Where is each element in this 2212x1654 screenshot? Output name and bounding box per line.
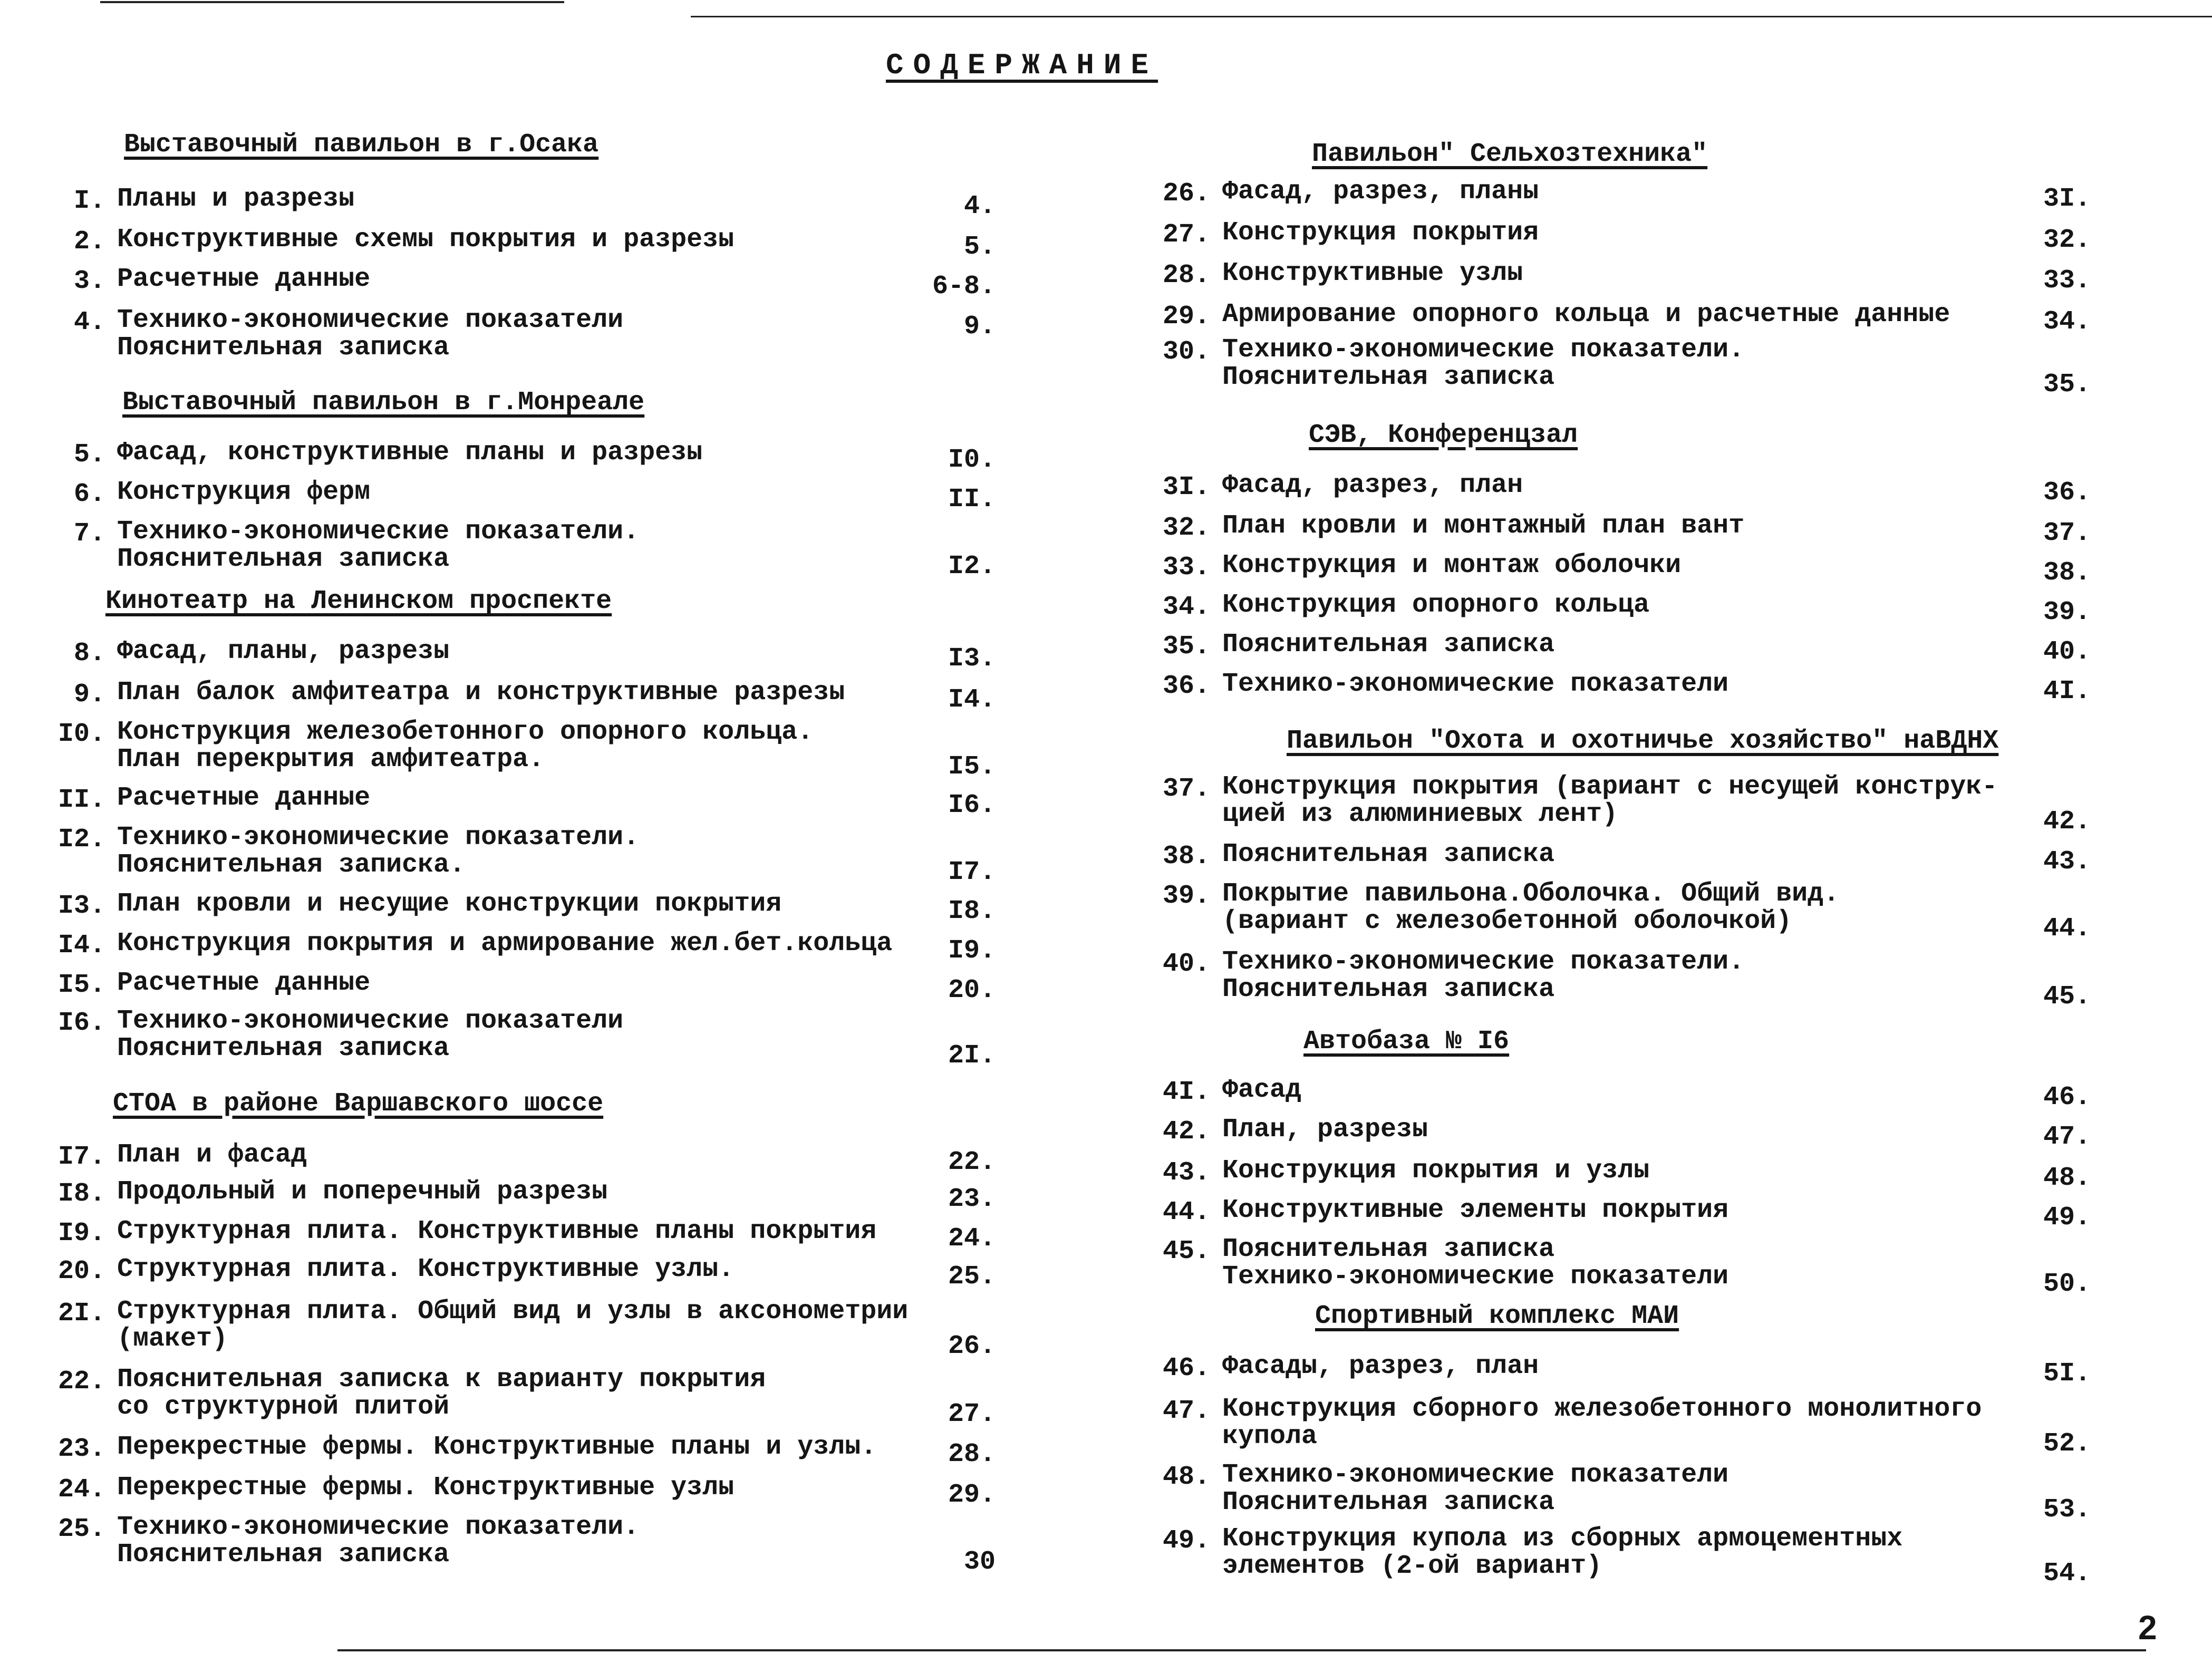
entry-title-line: План и фасад: [117, 1140, 307, 1171]
entry-title: [1222, 1077, 1301, 1104]
entry-title-line: Структурная плита. Конструктивные планы покрытия: [117, 1216, 877, 1246]
entry-page: 4I.: [2043, 676, 2091, 707]
section-heading: СТОА в районе Варшавского шоссе: [113, 1088, 604, 1119]
entry-title: [117, 719, 813, 773]
entry-title-line: Технико-экономические показатели: [1222, 1460, 1729, 1491]
entry-number: 30.: [1162, 336, 1210, 367]
entry-title-line: Пояснительная записка: [1222, 629, 1555, 660]
entry-page: 39.: [2043, 597, 2091, 627]
entry-title-line: План перекрытия амфитеатра.: [117, 744, 545, 775]
entry-title: [117, 1008, 623, 1062]
entry-page: 26.: [948, 1331, 996, 1362]
entry-title: [1222, 1236, 1728, 1291]
entry-title-line: Пояснительная записка: [117, 1033, 450, 1064]
entry-title-line: Технико-экономические показатели: [1222, 669, 1729, 699]
entry-title: [117, 1366, 766, 1421]
entry-title-line: Фасад, разрез, план: [1222, 470, 1523, 500]
entry-page: 23.: [948, 1184, 996, 1214]
entry-title: [1222, 671, 1728, 698]
entry-title-line: Перекрестные фермы. Конструктивные узлы: [117, 1473, 735, 1503]
entry-title-line: купола: [1222, 1421, 1318, 1452]
entry-number: 7.: [73, 518, 105, 549]
entry-title: [117, 1431, 877, 1462]
entry-number: 49.: [1162, 1525, 1210, 1556]
entry-title-line: цией из алюминиевых лент): [1222, 799, 1618, 829]
entry-title-line: План, разрезы: [1222, 1115, 1428, 1145]
entry-number: I3.: [57, 891, 105, 922]
entry-number: I6.: [57, 1008, 105, 1039]
entry-number: II.: [57, 785, 105, 816]
entry-title-line: План кровли и несущие конструкции покрытия: [117, 889, 782, 920]
entry-number: 43.: [1162, 1157, 1210, 1188]
entry-title: [117, 970, 370, 997]
entry-title-line: со структурной плитой: [117, 1391, 450, 1422]
entry-title-line: Конструкция железобетонного опорного кольца.: [117, 717, 814, 747]
entry-title-line: Пояснительная записка к варианту покрытия: [117, 1364, 766, 1395]
entry-title-line: Пояснительная записка: [1222, 974, 1555, 1004]
entry-title: [1222, 301, 1950, 328]
entry-page: 48.: [2043, 1163, 2091, 1193]
entry-number: 8.: [73, 639, 105, 669]
entry-page: 2I.: [948, 1041, 996, 1071]
entry-number: 35.: [1162, 631, 1210, 662]
entry-number: 26.: [1162, 179, 1210, 209]
entry-number: 25.: [57, 1514, 105, 1545]
entry-title-line: Конструктивные схемы покрытия и разрезы: [117, 225, 735, 255]
entry-title-line: (макет): [117, 1324, 228, 1355]
entry-page: I4.: [948, 684, 996, 715]
entry-title: [1222, 336, 1744, 391]
entry-title: [1222, 946, 1745, 1004]
entry-title-line: Конструкция ферм: [117, 477, 371, 507]
entry-number: I9.: [57, 1218, 105, 1249]
section-heading: Выставочный павильон в г.Монреале: [122, 388, 645, 418]
entry-title: [117, 891, 781, 918]
entry-number: 3I.: [1162, 472, 1210, 502]
entry-number: 9.: [73, 679, 105, 710]
entry-page: 32.: [2043, 225, 2091, 255]
entry-title: [117, 1514, 639, 1569]
entry-title: [1222, 1525, 1902, 1580]
entry-title: [1222, 512, 1744, 540]
entry-title: [117, 1178, 607, 1206]
entry-title: [117, 439, 702, 467]
entry-title-line: Пояснительная записка: [1222, 839, 1555, 870]
entry-number: 5.: [73, 440, 105, 470]
entry-page: 29.: [948, 1480, 996, 1511]
entry-page: 9.: [963, 311, 996, 342]
entry-title-line: Технико-экономические показатели: [117, 1006, 624, 1037]
entry-number: 4.: [73, 307, 105, 337]
entry-title-line: Технико-экономические показатели: [117, 305, 624, 335]
entry-page: 52.: [2043, 1428, 2091, 1459]
entry-title: [1222, 773, 1997, 828]
entry-page: 36.: [2043, 477, 2091, 508]
entry-number: 3.: [73, 266, 105, 296]
entry-title: [117, 1218, 876, 1245]
entry-title-line: Структурная плита. Конструктивные узлы.: [117, 1254, 735, 1284]
entry-title: [117, 1142, 307, 1169]
entry-title: [117, 1298, 908, 1353]
entry-title: [1222, 1197, 1728, 1224]
entry-title: [1222, 552, 1681, 579]
entry-title-line: Пояснительная записка: [117, 332, 450, 363]
section-heading: Кинотеатр на Ленинском проспекте: [105, 586, 612, 617]
entry-title: [1222, 1157, 1649, 1185]
entry-title: [1222, 1462, 1728, 1516]
entry-page: I6.: [948, 790, 996, 821]
entry-page: 4.: [963, 191, 996, 221]
entry-title-line: Технико-экономические показатели.: [117, 1512, 640, 1543]
entry-title-line: Покрытие павильона.Оболочка. Общий вид.: [1222, 879, 1840, 910]
entry-number: 23.: [57, 1434, 105, 1464]
entry-number: I.: [73, 186, 105, 216]
entry-title: [117, 518, 639, 573]
entry-page: I7.: [948, 857, 996, 888]
entry-title: [117, 479, 370, 506]
entry-title-line: Конструкция опорного кольца: [1222, 589, 1650, 620]
entry-title-line: Фасад, планы, разрезы: [117, 636, 450, 667]
entry-page: 27.: [948, 1399, 996, 1429]
entry-title-line: Пояснительная записка: [1222, 1487, 1555, 1518]
entry-title: [117, 183, 355, 214]
entry-page: 25.: [948, 1261, 996, 1292]
entry-title-line: Расчетные данные: [117, 968, 371, 998]
entry-title: [117, 226, 734, 254]
entry-number: 37.: [1162, 774, 1210, 804]
entry-title: [1222, 631, 1554, 659]
section-heading: СЭВ, Конференцзал: [1309, 420, 1578, 450]
page-title: СОДЕРЖАНИЕ: [886, 49, 1158, 82]
entry-page: 43.: [2043, 847, 2091, 877]
entry-title-line: План кровли и монтажный план вант: [1222, 511, 1745, 541]
entry-page: 6-8.: [932, 272, 996, 302]
entry-page: I8.: [948, 896, 996, 927]
entry-page: I5.: [948, 751, 996, 782]
entry-title: [117, 1256, 734, 1283]
entry-title: [1222, 1396, 1982, 1450]
page-number: 2: [2138, 1609, 2157, 1647]
entry-title-line: Технико-экономические показатели.: [1222, 946, 1745, 977]
entry-number: 24.: [57, 1475, 105, 1505]
entry-title-line: Конструкция покрытия и армирование жел.бет.кольца: [117, 928, 893, 959]
entry-number: I7.: [57, 1142, 105, 1173]
entry-number: I8.: [57, 1178, 105, 1209]
entry-number: I0.: [57, 719, 105, 749]
entry-page: 46.: [2043, 1082, 2091, 1113]
entry-page: I2.: [948, 551, 996, 582]
entry-page: 40.: [2043, 636, 2091, 667]
entry-number: 46.: [1162, 1353, 1210, 1384]
entry-title: [117, 638, 449, 665]
entry-number: 40.: [1162, 949, 1210, 979]
entry-number: I5.: [57, 970, 105, 1000]
entry-page: 33.: [2043, 266, 2091, 296]
entry-page: I3.: [948, 644, 996, 674]
entry-title: [1222, 472, 1523, 499]
entry-page: 5I.: [2043, 1359, 2091, 1389]
entry-title-line: Конструктивные узлы: [1222, 258, 1523, 289]
top-rule-right: [691, 16, 2212, 17]
entry-title-line: Пояснительная записка: [1222, 362, 1555, 392]
entry-title-line: Конструкция сборного железобетонного монолитного: [1222, 1394, 1982, 1424]
entry-title-line: Конструкция и монтаж оболочки: [1222, 550, 1682, 581]
entry-number: 20.: [57, 1256, 105, 1287]
entry-page: 34.: [2043, 306, 2091, 337]
entry-page: 42.: [2043, 807, 2091, 837]
entry-title: [1222, 178, 1539, 206]
entry-page: 24.: [948, 1223, 996, 1254]
entry-page: I9.: [948, 935, 996, 966]
entry-title: [1222, 1116, 1428, 1144]
entry-title: [1222, 841, 1554, 868]
entry-number: 42.: [1162, 1117, 1210, 1147]
entry-number: 29.: [1162, 301, 1210, 332]
bottom-rule: [337, 1649, 2146, 1651]
entry-title-line: Расчетные данные: [117, 783, 371, 814]
entry-page: 38.: [2043, 558, 2091, 588]
entry-number: 45.: [1162, 1236, 1210, 1267]
entry-title: [1222, 1353, 1539, 1380]
entry-title: [1222, 589, 1650, 620]
entry-number: 34.: [1162, 592, 1210, 622]
entry-title-line: Армирование опорного кольца и расчетные данные: [1222, 299, 1950, 330]
entry-title-line: Планы и разрезы: [117, 183, 355, 214]
entry-title-line: Перекрестные фермы. Конструктивные планы и узлы.: [117, 1431, 877, 1462]
entry-number: 28.: [1162, 260, 1210, 291]
entry-page: 50.: [2043, 1269, 2091, 1300]
entry-page: 28.: [948, 1439, 996, 1469]
entry-number: 48.: [1162, 1462, 1210, 1493]
entry-title-line: Пояснительная записка.: [117, 850, 466, 881]
entry-number: 33.: [1162, 553, 1210, 583]
section-heading: Автобаза № I6: [1303, 1026, 1510, 1057]
entry-title: [117, 824, 639, 879]
entry-title: [117, 266, 370, 293]
section-heading: Спортивный комплекс МАИ: [1315, 1301, 1679, 1332]
entry-title-line: Пояснительная записка: [117, 544, 450, 574]
entry-page: 54.: [2043, 1558, 2091, 1589]
entry-page: 37.: [2043, 518, 2091, 549]
entry-title-line: Структурная плита. Общий вид и узлы в аксонометрии: [117, 1297, 909, 1327]
entry-page: 3I.: [2043, 184, 2091, 215]
section-heading: Выставочный павильон в г.Осака: [124, 129, 599, 160]
entry-page: 20.: [948, 975, 996, 1005]
entry-title-line: Пояснительная записка: [1222, 1234, 1555, 1265]
entry-title: [1222, 219, 1539, 247]
entry-title-line: Пояснительная записка: [117, 1540, 450, 1570]
entry-title-line: Фасад: [1222, 1075, 1302, 1106]
entry-number: 47.: [1162, 1396, 1210, 1426]
entry-title-line: элементов (2-ой вариант): [1222, 1551, 1602, 1581]
entry-title: [117, 785, 370, 812]
entry-number: 44.: [1162, 1197, 1210, 1227]
entry-number: 6.: [73, 479, 105, 509]
entry-number: I2.: [57, 825, 105, 855]
entry-number: 22.: [57, 1366, 105, 1397]
entry-page: 45.: [2043, 981, 2091, 1012]
entry-title: [1222, 881, 1839, 935]
entry-title-line: План балок амфитеатра и конструктивные разрезы: [117, 677, 845, 708]
entry-page: 49.: [2043, 1202, 2091, 1233]
entry-number: I4.: [57, 930, 105, 961]
section-heading: Павильон "Охота и охотничье хозяйство" наВДНХ: [1287, 726, 1999, 757]
entry-number: 2I.: [57, 1299, 105, 1329]
entry-title-line: Конструкция покрытия (вариант с несущей конструк-: [1222, 772, 1998, 802]
entry-number: 39.: [1162, 881, 1210, 912]
entry-page: 47.: [2043, 1122, 2091, 1153]
entry-page: 53.: [2043, 1495, 2091, 1525]
top-rule-left: [100, 1, 564, 3]
entry-page: 35.: [2043, 369, 2091, 400]
entry-title: [117, 307, 623, 362]
entry-title-line: Конструкция покрытия и узлы: [1222, 1155, 1650, 1186]
entry-title-line: Технико-экономические показатели.: [117, 516, 640, 547]
entry-title-line: (вариант с железобетонной оболочкой): [1222, 906, 1792, 937]
entry-number: 32.: [1162, 513, 1210, 544]
entry-number: 2.: [73, 227, 105, 257]
entry-title: [117, 930, 892, 957]
entry-title: [117, 679, 845, 707]
entry-number: 4I.: [1162, 1077, 1210, 1108]
entry-title: [117, 1474, 734, 1502]
entry-title-line: Технико-экономические показатели.: [117, 823, 640, 853]
entry-page: 44.: [2043, 914, 2091, 944]
section-heading: Павильон" Сельхозтехника": [1312, 139, 1708, 170]
entry-title-line: Конструкция покрытия: [1222, 217, 1539, 248]
entry-title-line: Фасад, конструктивные планы и разрезы: [117, 438, 703, 468]
entry-title-line: Технико-экономические показатели.: [1222, 334, 1745, 365]
entry-number: 27.: [1162, 219, 1210, 250]
entry-title-line: Продольный и поперечный разрезы: [117, 1176, 608, 1207]
entry-title: [1222, 260, 1523, 287]
entry-title-line: Фасад, разрез, планы: [1222, 177, 1539, 207]
entry-page: 5.: [963, 232, 996, 263]
entry-page: I0.: [948, 445, 996, 476]
entry-page: 30: [963, 1547, 996, 1578]
entry-number: 38.: [1162, 841, 1210, 872]
entry-number: 36.: [1162, 671, 1210, 701]
entry-title-line: Конструкция купола из сборных армоцементных: [1222, 1523, 1903, 1554]
entry-title-line: Расчетные данные: [117, 264, 371, 294]
entry-title-line: Технико-экономические показатели: [1222, 1262, 1729, 1292]
entry-title-line: Фасады, разрез, план: [1222, 1351, 1539, 1382]
entry-page: 22.: [948, 1147, 996, 1178]
entry-title-line: Конструктивные элементы покрытия: [1222, 1195, 1729, 1225]
entry-page: II.: [948, 484, 996, 515]
